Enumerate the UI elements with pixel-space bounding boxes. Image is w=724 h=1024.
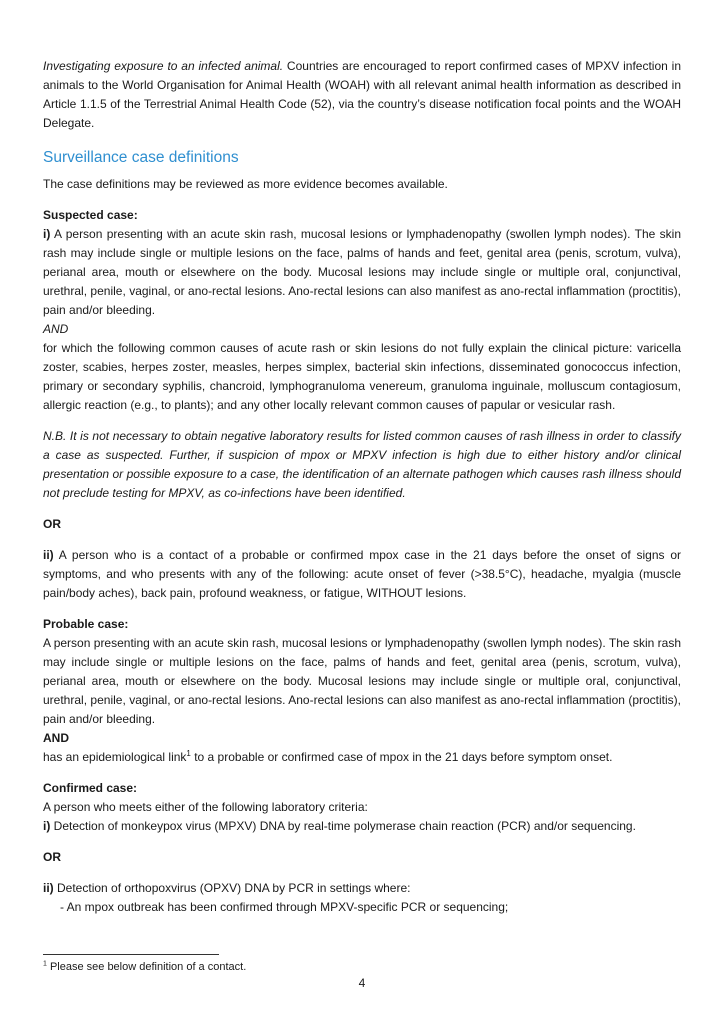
probable-link-b: to a probable or confirmed case of mpox in the 21 days before symptom onset.	[190, 750, 613, 764]
suspected-title: Suspected case:	[43, 208, 138, 222]
footnote-divider	[43, 954, 219, 955]
confirmed-intro: A person who meets either of the following laboratory criteria:	[43, 800, 368, 814]
document-body	[43, 57, 681, 917]
confirmed-criterion-i	[43, 817, 681, 836]
suspected-ii-label: ii)	[43, 548, 54, 562]
suspected-criterion-i	[43, 225, 681, 320]
probable-and: AND	[43, 731, 69, 745]
suspected-criterion-ii	[43, 546, 681, 603]
footnote-number: 1	[43, 960, 47, 968]
suspected-nb-note: N.B. It is not necessary to obtain negative laboratory results for listed common causes of rash illness in order to classify a case as suspected. Further, if suspicion of mpox or MPXV infection is high due to either history and/or clinical presentation or possible exposure to a case, the identification of an alternate pathogen which causes rash illness should not preclude testing for MPXV, as co-infections have been identified.	[43, 429, 681, 500]
probable-title: Probable case:	[43, 617, 129, 631]
confirmed-ii-label: ii)	[43, 881, 54, 895]
intro-text: Countries are encouraged to report confirmed cases of MPXV infection in animals to the World Organisation for Animal Health (WOAH) with all relevant animal health information as described in Article 1.1.5 of the Terrestrial Animal Health Code (52), via the country’s disease notification focal points and the WOAH Delegate.	[43, 59, 681, 130]
section-intro: The case definitions may be reviewed as more evidence becomes available.	[43, 177, 448, 191]
footnote-text: Please see below definition of a contact.	[46, 961, 247, 973]
confirmed-title: Confirmed case:	[43, 781, 138, 795]
intro-paragraph	[43, 57, 681, 133]
suspected-or: OR	[43, 517, 61, 531]
footnote-ref: 1	[186, 749, 191, 758]
confirmed-criterion-ii	[43, 879, 681, 898]
suspected-causes: for which the following common causes of acute rash or skin lesions do not fully explain the clinical picture: varicella zoster, scabies, herpes zoster, measles, herpes simplex, bacterial skin infections, disseminated gonococcus infection, primary or secondary syphilis, chancroid, lymphogranuloma venereum, granuloma inguinale, molluscum contagiosum, allergic reaction (e.g., to plants); and any other locally relevant common causes of papular or vesicular rash.	[43, 341, 681, 412]
suspected-and: AND	[43, 322, 69, 336]
confirmed-ii-text: Detection of orthopoxvirus (OPXV) DNA by PCR in settings where:	[53, 881, 411, 895]
confirmed-bullet: - An mpox outbreak has been confirmed through MPXV-specific PCR or sequencing;	[60, 900, 509, 914]
suspected-ii-text: A person who is a contact of a probable or confirmed mpox case in the 21 days before the onset of signs or symptoms, and who presents with any of the following: acute onset of fever (>38.5°C), headache, myalgia (muscle pain/body aches), back pain, profound weakness, or fatigue, WITHOUT lesions.	[43, 548, 681, 600]
confirmed-i-label: i)	[43, 819, 51, 833]
probable-text: A person presenting with an acute skin rash, mucosal lesions or lymphadenopathy (swollen lymph nodes). The skin rash may include single or multiple lesions on the face, palms of hands and feet, genital area (penis, scrotum, vulva), perianal area, mouth or elsewhere on the body. Mucosal lesions may include single or multiple oral, conjunctival, urethral, penile, vaginal, or ano-rectal lesions. Ano-rectal lesions can also manifest as ano-rectal inflammation (proctitis), pain and/or bleeding.	[43, 636, 681, 726]
confirmed-or: OR	[43, 850, 61, 864]
probable-link-a: has an epidemiological link	[43, 750, 187, 764]
footnote	[43, 961, 246, 973]
probable-link	[43, 748, 681, 767]
intro-lead: Investigating exposure to an infected animal.	[43, 59, 284, 73]
suspected-i-label: i)	[43, 227, 51, 241]
confirmed-i-text: Detection of monkeypox virus (MPXV) DNA by real-time polymerase chain reaction (PCR) and/or sequencing.	[50, 819, 636, 833]
page-number: 4	[358, 976, 366, 990]
suspected-i-text: A person presenting with an acute skin rash, mucosal lesions or lymphadenopathy (swollen lymph nodes). The skin rash may include single or multiple lesions on the face, palms of hands and feet, genital area (penis, scrotum, vulva), perianal area, mouth or elsewhere on the body. Mucosal lesions may include single or multiple oral, conjunctival, urethral, penile, vaginal, or ano-rectal lesions. Ano-rectal lesions can also manifest as ano-rectal inflammation (proctitis), pain and/or bleeding.	[43, 227, 681, 317]
section-heading: Surveillance case definitions	[43, 149, 239, 166]
